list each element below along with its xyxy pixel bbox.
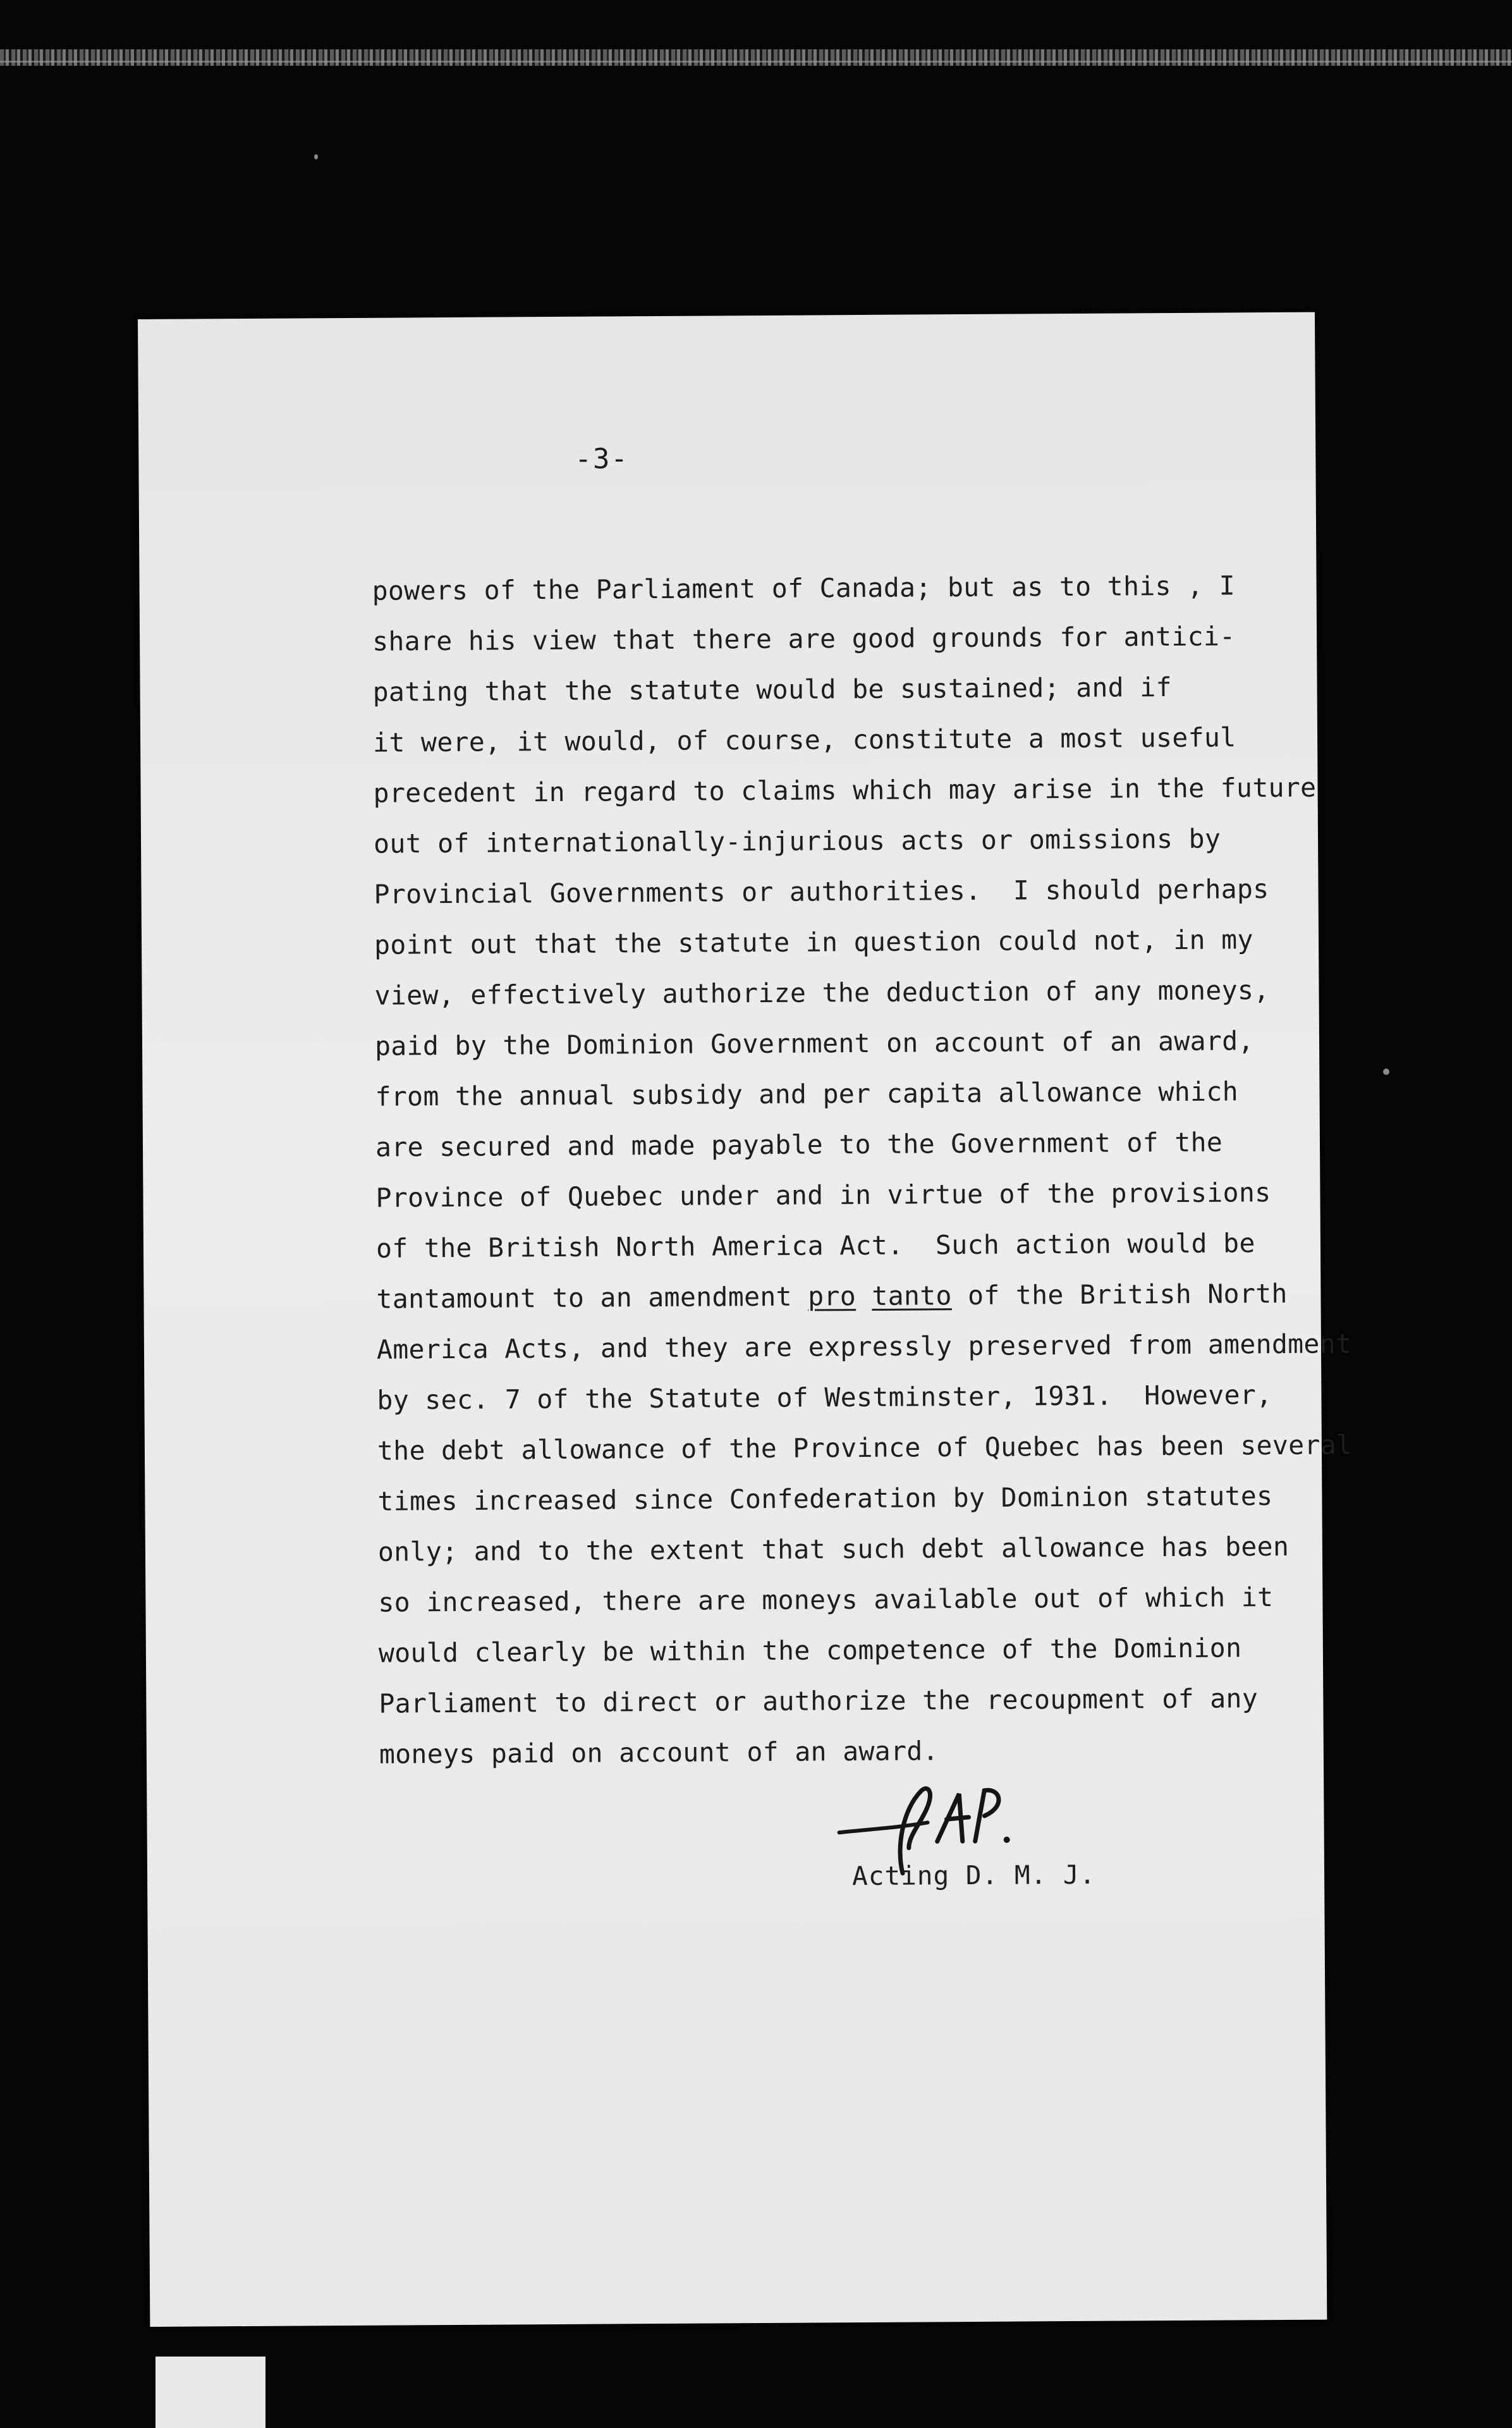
text-line: times increased since Confederation by Dominion statutes xyxy=(377,1480,1273,1517)
document-page xyxy=(138,312,1353,2327)
text-line: moneys paid on account of an award. xyxy=(379,1735,939,1770)
text-line: out of internationally-injurious acts or omissions by xyxy=(373,823,1221,859)
text-line: share his view that there are good grounds for antici- xyxy=(372,620,1236,657)
text-line: America Acts, and they are expressly preserved from amendment xyxy=(376,1328,1352,1365)
dust-speck xyxy=(1383,1069,1389,1075)
text-line: of the British North America Act. Such action would be xyxy=(375,1227,1255,1264)
page-number: -3- xyxy=(575,443,630,475)
text-line: Provincial Governments or authorities. I should perhaps xyxy=(374,873,1269,910)
text-line: would clearly be within the competence of the Dominion xyxy=(378,1632,1242,1669)
film-edge-perforation xyxy=(0,49,1512,66)
text-line: point out that the statute in question could not, in my xyxy=(374,924,1253,960)
text-line: it were, it would, of course, constitute a most useful xyxy=(372,721,1236,758)
text-line: precedent in regard to claims which may arise in the future xyxy=(373,771,1317,809)
letter-body xyxy=(372,560,1353,1780)
text-line: so increased, there are moneys available out of which it xyxy=(378,1581,1274,1618)
dust-speck xyxy=(314,154,318,159)
film-edge-line xyxy=(0,61,1512,63)
text-line: view, effectively authorize the deduction of any moneys, xyxy=(374,974,1270,1011)
text-line: the debt allowance of the Province of Quebec has been several xyxy=(377,1429,1353,1466)
text-line: from the annual subsidy and per capita allowance which xyxy=(375,1076,1239,1112)
text-fragment: tantamount to an amendment xyxy=(376,1280,808,1315)
text-line: only; and to the extent that such debt allowance has been xyxy=(377,1530,1289,1567)
text-line: by sec. 7 of the Statute of Westminster, 1931. However, xyxy=(377,1379,1272,1416)
text-line: pating that the statute would be sustained; and if xyxy=(372,671,1172,708)
text-line: paid by the Dominion Government on account of an award, xyxy=(374,1025,1254,1062)
text-line: are secured and made payable to the Government of the xyxy=(375,1126,1223,1163)
text-line: Parliament to direct or authorize the recoupment of any xyxy=(379,1683,1259,1719)
underlined-phrase: pro xyxy=(808,1280,857,1312)
text-fragment xyxy=(856,1280,872,1311)
text-line: powers of the Parliament of Canada; but as to this , I xyxy=(372,570,1236,606)
underlined-phrase: tanto xyxy=(872,1280,952,1311)
text-line-amendment xyxy=(376,1268,1324,1325)
text-fragment: of the British North xyxy=(951,1277,1288,1311)
bottom-paper-tab xyxy=(155,2357,265,2428)
signatory-title: Acting D. M. J. xyxy=(851,1859,1096,1892)
text-line: Province of Quebec under and in virtue of the provisions xyxy=(375,1177,1271,1213)
